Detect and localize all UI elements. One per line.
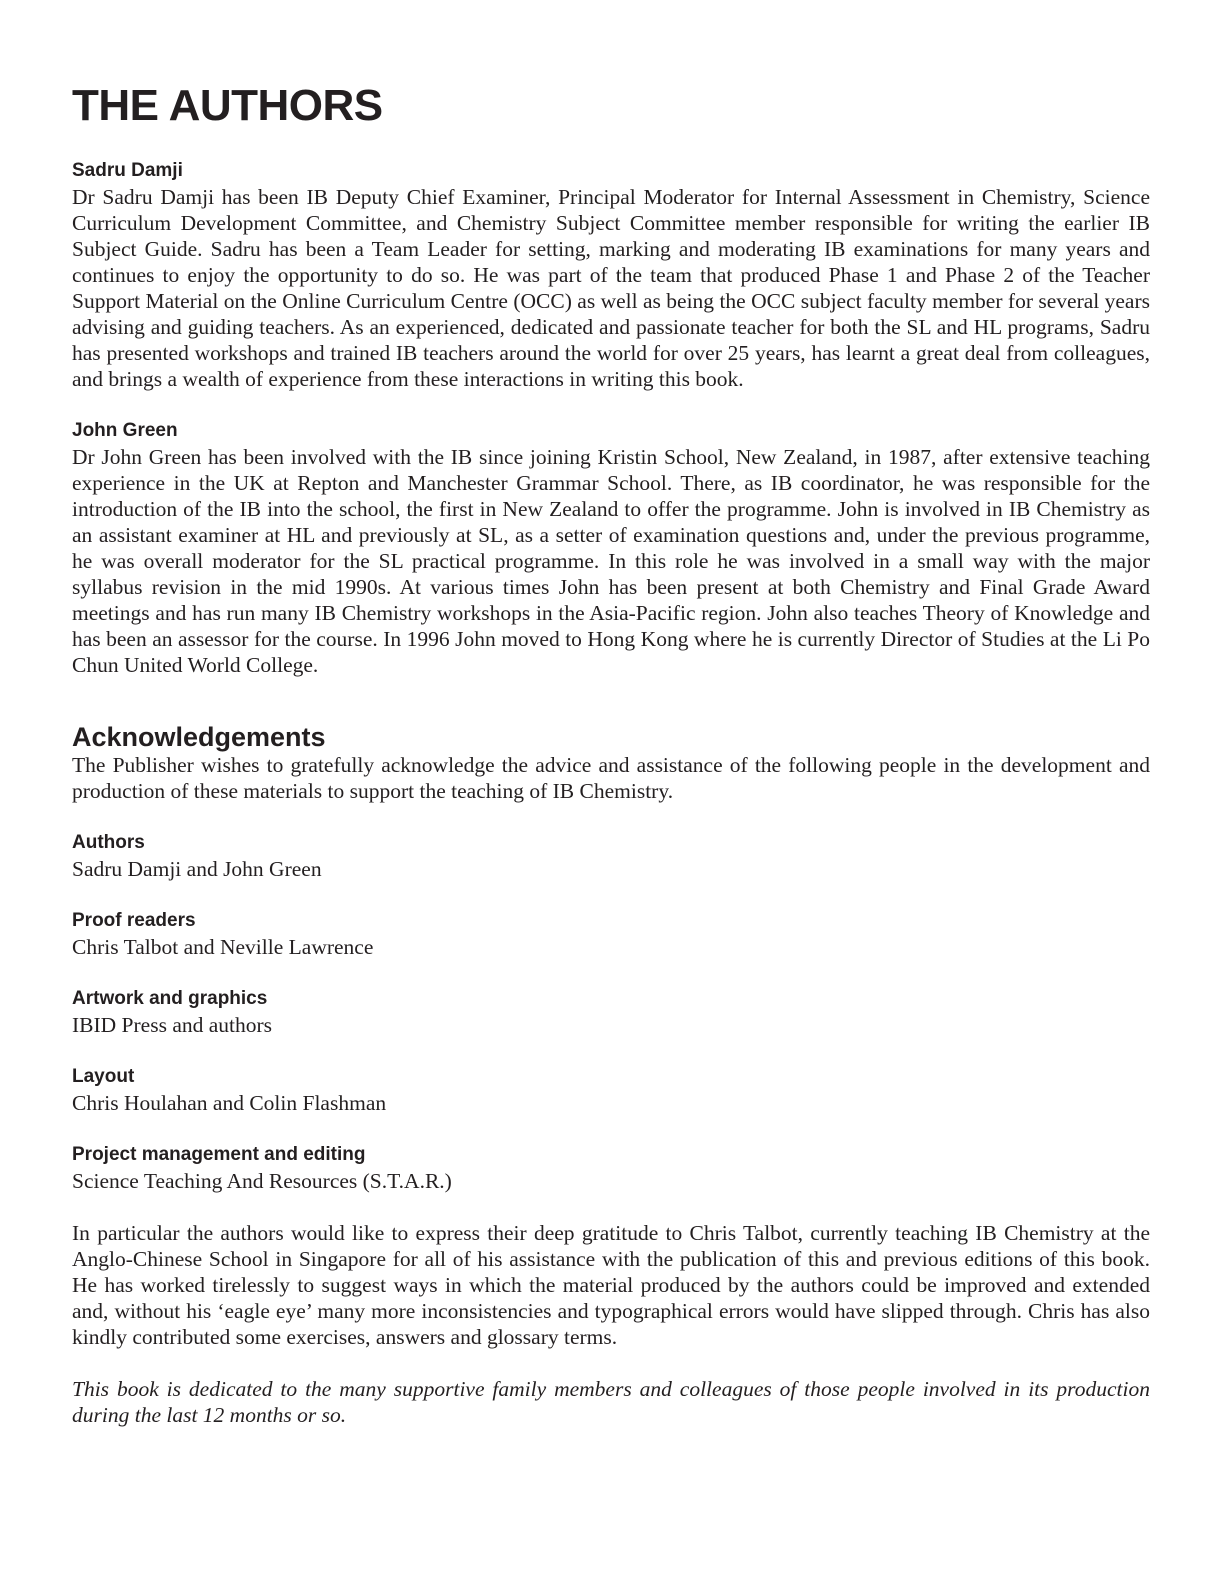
author-name: Sadru Damji	[72, 160, 183, 181]
gratitude-paragraph: In particular the authors would like to express their deep gratitude to Chris Talbot, currently teaching IB Chemistry at the Anglo-Chinese School in Singapore for all of his assistance with the publication of this and previous editions of this book. He has worked tirelessly to suggest ways in which the material produced by the authors could be improved and extended and, without his ‘eagle eye’ many more inconsistencies and typographical errors would have slipped through. Chris has also kindly contributed some exercises, answers and glossary terms.	[72, 1221, 1150, 1349]
credit-label: Artwork and graphics	[72, 988, 268, 1009]
author-entry-sadru-damji	[72, 158, 1150, 392]
credit-value: IBID Press and authors	[72, 1013, 273, 1037]
acknowledgements-section	[72, 722, 1150, 1428]
author-entry-john-green	[72, 418, 1150, 678]
credit-proof-readers	[72, 908, 1150, 960]
dedication-paragraph: This book is dedicated to the many supportive family members and colleagues of those people involved in its production during the last 12 months or so.	[72, 1377, 1150, 1427]
credit-artwork	[72, 986, 1150, 1038]
credit-value: Chris Houlahan and Colin Flashman	[72, 1091, 387, 1115]
author-name: John Green	[72, 420, 178, 441]
acknowledgements-intro: The Publisher wishes to gratefully acknowledge the advice and assistance of the following people in the development and production of these materials to support the teaching of IB Chemistry.	[72, 753, 1150, 803]
credit-layout	[72, 1064, 1150, 1116]
credit-label: Project management and editing	[72, 1144, 366, 1165]
credit-value: Science Teaching And Resources (S.T.A.R.)	[72, 1169, 452, 1193]
credit-value: Sadru Damji and John Green	[72, 857, 322, 881]
document-page	[72, 78, 1150, 1428]
author-bio: Dr Sadru Damji has been IB Deputy Chief Examiner, Principal Moderator for Internal Assessment in Chemistry, Science Curriculum Development Committee, and Chemistry Subject Committee member responsible for writing the earlier IB Subject Guide. Sadru has been a Team Leader for setting, marking and moderating IB examinations for many years and continues to enjoy the opportunity to do so. He was part of the team that produced Phase 1 and Phase 2 of the Teacher Support Material on the Online Curriculum Centre (OCC) as well as being the OCC subject faculty member for several years advising and guiding teachers. As an experienced, dedicated and passionate teacher for both the SL and HL programs, Sadru has presented workshops and trained IB teachers around the world for over 25 years, has learnt a great deal from colleagues, and brings a wealth of experience from these interactions in writing this book.	[72, 185, 1150, 391]
author-bio: Dr John Green has been involved with the IB since joining Kristin School, New Zealand, in 1987, after extensive teaching experience in the UK at Repton and Manchester Grammar School. There, as IB coordinator, he was responsible for the introduction of the IB into the school, the first in New Zealand to offer the programme. John is involved in IB Chemistry as an assistant examiner at HL and previously at SL, as a setter of examination questions and, under the previous programme, he was overall moderator for the SL practical programme. In this role he was involved in a small way with the major syllabus revision in the mid 1990s. At various times John has been present at both Chemistry and Final Grade Award meetings and has run many IB Chemistry workshops in the Asia-Pacific region. John also teaches Theory of Knowledge and has been an assessor for the course. In 1996 John moved to Hong Kong where he is currently Director of Studies at the Li Po Chun United World College.	[72, 445, 1150, 677]
acknowledgements-heading: Acknowledgements	[72, 722, 326, 752]
credit-label: Proof readers	[72, 910, 196, 931]
credit-project-management	[72, 1142, 1150, 1194]
credit-authors	[72, 830, 1150, 882]
page-title: THE AUTHORS	[72, 81, 383, 130]
credit-label: Authors	[72, 832, 145, 853]
credit-label: Layout	[72, 1066, 135, 1087]
credit-value: Chris Talbot and Neville Lawrence	[72, 935, 374, 959]
